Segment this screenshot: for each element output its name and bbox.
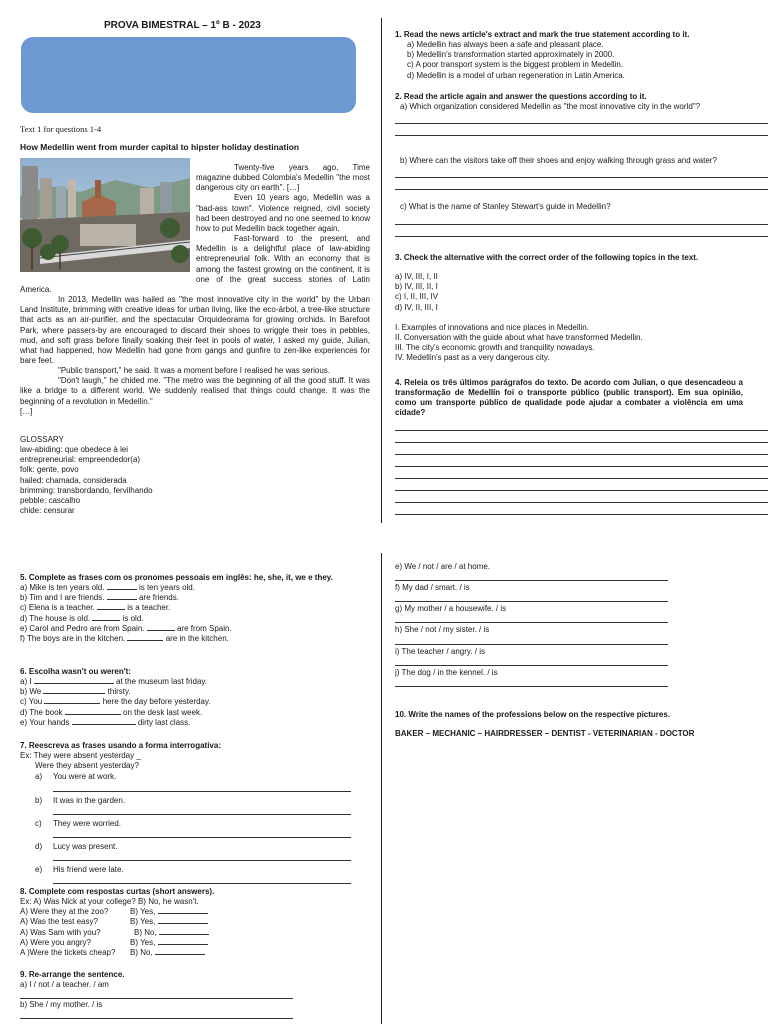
question-9-item: a) I / not / a teacher. / am — [20, 980, 109, 990]
question-3-topic: III. The city's economic growth and tranquility nowadays. — [395, 343, 595, 353]
question-9-item: i) The teacher / angry. / is — [395, 646, 485, 656]
answer-line[interactable] — [53, 829, 351, 838]
answer-line[interactable] — [20, 990, 293, 999]
answer-line[interactable] — [395, 431, 768, 443]
blank-field[interactable] — [159, 934, 209, 935]
blank-field[interactable] — [65, 714, 121, 715]
question-6-item: d) The book on the desk last week. — [20, 707, 203, 717]
answer-line[interactable] — [395, 479, 768, 491]
question-3-title: 3. Check the alternative with the correct order of the following topics in the text. — [395, 253, 699, 262]
question-6-title: 6. Escolha wasn't ou weren't: — [20, 667, 131, 676]
question-9-continued — [395, 562, 675, 687]
question-6-item: c) You here the day before yesterday. — [20, 697, 211, 707]
question-7: 7. Reescreva as frases usando a forma interrogativa: Ex: They were absent yesterday _ Were they absent yesterday? a) You were at work. b) It was in the garden. c) They were worried. d) Lucy was present. e) His friend were late. — [20, 741, 370, 884]
question-4 — [395, 378, 768, 515]
answer-line[interactable] — [395, 112, 768, 124]
answer-line[interactable] — [53, 875, 351, 884]
answer-line[interactable] — [395, 503, 768, 515]
question-9-item: b) She / my mother. / is — [20, 1000, 103, 1010]
question-3-topic: IV. Medellin's past as a very dangerous city. — [395, 353, 550, 363]
glossary — [20, 435, 153, 516]
question-3-option[interactable]: a) IV, III, I, II — [395, 272, 438, 282]
article-paragraph: In 2013, Medellin was hailed as "the most innovative city in the world" by the Urban Land Institute, brimming with creative ideas for urban living, like the eco-árbol, a tree-like structure that acts as an air-purifier, and the spectacular Orquideorama for growing orchids. In Barefoot Park, where passers-by are encouraged to discard their shoes to wriggle their toes in pebbles, mud, and soft grass before finally soaking their feet in pools of water, I asked my guide, Julian, what had happened, how Medellin had gone from gangs and gunfire to zen-like experiences for bare feet. — [20, 295, 370, 365]
answer-line[interactable] — [395, 225, 768, 237]
article-headline: How Medellin went from murder capital to hipster holiday destination — [20, 142, 300, 152]
question-9-item: f) My dad / smart. / is — [395, 583, 470, 593]
answer-line[interactable] — [20, 1010, 293, 1019]
blank-field[interactable] — [158, 923, 208, 924]
question-5-item: d) The house is old. is old. — [20, 613, 144, 623]
answer-line[interactable] — [53, 806, 351, 815]
question-7-title: 7. Reescreva as frases usando a forma interrogativa: — [20, 741, 221, 750]
blank-field[interactable] — [97, 609, 125, 610]
blank-field[interactable] — [43, 693, 105, 694]
answer-line[interactable] — [395, 419, 768, 431]
page-title: PROVA BIMESTRAL – 1º B - 2023 — [104, 20, 261, 31]
question-8-item: A) Was the test easy? B) Yes, — [20, 917, 370, 927]
question-8-item: A) Were they at the zoo? B) Yes, — [20, 907, 370, 917]
answer-line[interactable] — [395, 678, 668, 687]
question-5-title: 5. Complete as frases com os pronomes pessoais em inglês: he, she, it, we e they. — [20, 573, 333, 582]
glossary-item: law-abiding: que obedece à lei — [20, 445, 129, 455]
question-7-sentence: You were at work. — [53, 772, 117, 782]
blank-field[interactable] — [92, 620, 120, 621]
header-banner — [21, 37, 356, 113]
blank-field[interactable] — [127, 640, 163, 641]
glossary-title: GLOSSARY — [20, 435, 64, 444]
question-8-item: A )Were the tickets cheap? B) No, — [20, 948, 370, 958]
answer-line[interactable] — [395, 467, 768, 479]
question-8-item: A) Were you angry? B) Yes, — [20, 938, 370, 948]
answer-line[interactable] — [395, 178, 768, 190]
question-8-title: 8. Complete com respostas curtas (short answers). — [20, 887, 215, 896]
question-9 — [20, 970, 320, 1019]
article-paragraph: "Public transport," he said. It was a moment before I realised he was serious. — [58, 366, 331, 376]
question-10-title: 10. Write the names of the professions below on the respective pictures. — [395, 710, 671, 719]
glossary-item: pebble: cascalho — [20, 495, 81, 505]
question-5-item: c) Elena is a teacher. is a teacher. — [20, 603, 171, 613]
question-5-item: e) Carol and Pedro are from Spain. are from Spain. — [20, 623, 232, 633]
answer-line[interactable] — [395, 491, 768, 503]
question-6-item: b) We thirsty. — [20, 687, 131, 697]
question-9-title: 9. Re-arrange the sentence. — [20, 970, 125, 979]
blank-field[interactable] — [107, 599, 137, 600]
question-2b-text: b) Where can the visitors take off their shoes and enjoy walking through grass and water? — [400, 156, 717, 166]
question-5-item: b) Tim and I are friends. are friends. — [20, 593, 179, 603]
question-3-option[interactable]: d) IV, II, III, I — [395, 302, 438, 312]
question-7-sentence: They were worried. — [53, 818, 122, 828]
question-3-topic: II. Conversation with the guide about what have transformed Medellin. — [395, 332, 643, 342]
question-7-sentence: Lucy was present. — [53, 841, 118, 851]
professions-list: BAKER – MECHANIC – HAIRDRESSER – DENTIST - VETERINARIAN - DOCTOR — [395, 729, 695, 738]
article-ellipsis: […] — [20, 406, 33, 416]
question-7-example-answer: Were they absent yesterday? — [35, 761, 139, 771]
answer-line[interactable] — [395, 166, 768, 178]
question-1-title: 1. Read the news article's extract and mark the true statement according to it. — [395, 30, 690, 39]
question-6-item: e) Your hands dirty last class. — [20, 717, 191, 727]
article-body — [20, 163, 370, 417]
text-caption: Text 1 for questions 1-4 — [20, 124, 102, 134]
question-1-option[interactable]: d) Medellin is a model of urban regeneration in Latin America. — [407, 70, 625, 80]
question-1-option[interactable]: a) Medellin has always been a safe and pleasant place. — [407, 40, 604, 50]
question-6-item: a) I at the museum last friday. — [20, 677, 208, 687]
question-9-item: g) My mother / a housewife. / is — [395, 604, 507, 614]
question-7-example: Ex: They were absent yesterday _ — [20, 751, 141, 761]
question-8-item: A) Was Sam with you? B) No, — [20, 928, 370, 938]
answer-line[interactable] — [53, 852, 351, 861]
glossary-item: entrepreneurial: empreendedor(a) — [20, 455, 141, 465]
question-3-option[interactable]: c) I, II, III, IV — [395, 292, 439, 302]
glossary-item: chide: censurar — [20, 506, 75, 516]
question-5 — [20, 573, 370, 644]
question-5-item: f) The boys are in the kitchen. are in the kitchen. — [20, 633, 229, 643]
question-8-example: Ex: A) Was Nick at your college? B) No, he wasn't. — [20, 897, 199, 907]
question-6 — [20, 667, 370, 728]
question-9-item: h) She / not / my sister. / is — [395, 625, 490, 635]
question-1-option[interactable]: b) Medellin's transformation started approximately in 2000. — [407, 50, 615, 60]
answer-line[interactable] — [395, 455, 768, 467]
question-7-sentence: It was in the garden. — [53, 795, 126, 805]
blank-field[interactable] — [72, 724, 136, 725]
question-1 — [395, 30, 760, 81]
blank-field[interactable] — [158, 944, 208, 945]
article-paragraph: Fast-forward to the present, and Medellin is a delightful place of law-abiding entrepreneurial folk. With an economy that is among the fastest growing on the continent, it is one of the great success stories of Latin America. — [20, 234, 370, 294]
question-9-item: e) We / not / are / at home. — [395, 562, 491, 571]
question-3-topic: I. Examples of innovations and nice places in Medellin. — [395, 322, 589, 332]
blank-field[interactable] — [155, 954, 205, 955]
question-4-title: 4. Releia os três últimos parágrafos do texto. De acordo com Julian, o que desencadeou a transformação de Medellín foi o transporte público (public transport). Em sua opinião, como um transporte público de qualidade pode ajudar a combater a violência em uma cidade? — [395, 378, 743, 418]
glossary-item: brimming: transbordando, fervilhando — [20, 485, 153, 495]
answer-line[interactable] — [395, 213, 768, 225]
article-paragraph: Twenty-five years ago, Time magazine dubbed Colombia's Medellin "the most dangerous city on earth". […] — [196, 163, 370, 193]
question-2a-text: a) Which organization considered Medellin as "the most innovative city in the world"? — [400, 102, 701, 112]
question-1-option[interactable]: c) A poor transport system is the biggest problem in Medellin. — [407, 60, 624, 70]
glossary-item: hailed: chamada, considerada — [20, 475, 127, 485]
article-paragraph: Even 10 years ago, Medellin was a "bad-ass town". Violence reigned, civil society had been destroyed and no one seemed to know how to put Medellin back together again. — [196, 193, 370, 233]
answer-line[interactable] — [53, 783, 351, 792]
answer-line[interactable] — [395, 614, 668, 623]
column-divider-top — [381, 18, 382, 523]
question-7-sentence: His friend were late. — [53, 865, 124, 875]
answer-line[interactable] — [395, 657, 668, 666]
blank-field[interactable] — [158, 913, 208, 914]
question-2 — [395, 92, 768, 237]
question-2c-text: c) What is the name of Stanley Stewart's guide in Medellin? — [400, 202, 611, 212]
answer-line[interactable] — [395, 443, 768, 455]
answer-line[interactable] — [395, 572, 668, 581]
question-9-item: j) The dog / in the kennel. / is — [395, 667, 498, 677]
question-8 — [20, 887, 370, 958]
glossary-item: folk: gente, povo — [20, 465, 79, 475]
question-5-item: a) Mike is ten years old. is ten years old. — [20, 583, 195, 593]
blank-field[interactable] — [44, 703, 100, 704]
answer-line[interactable] — [395, 593, 668, 602]
blank-field[interactable] — [147, 630, 175, 631]
article-paragraph: "Don't laugh," he chided me. "The metro was the beginning of all the good stuff. It was like a bridge to a different world. We suddenly realised that things could change. It was the beginning of a revolution in Medellin." — [20, 376, 370, 406]
column-divider-bottom — [381, 553, 382, 1024]
answer-line[interactable] — [395, 636, 668, 645]
question-2-title: 2. Read the article again and answer the questions according to it. — [395, 92, 647, 101]
question-3-option[interactable]: b) IV, III, II, I — [395, 282, 438, 292]
answer-line[interactable] — [395, 124, 768, 136]
blank-field[interactable] — [107, 589, 137, 590]
blank-field[interactable] — [34, 683, 114, 684]
question-3 — [395, 253, 768, 363]
